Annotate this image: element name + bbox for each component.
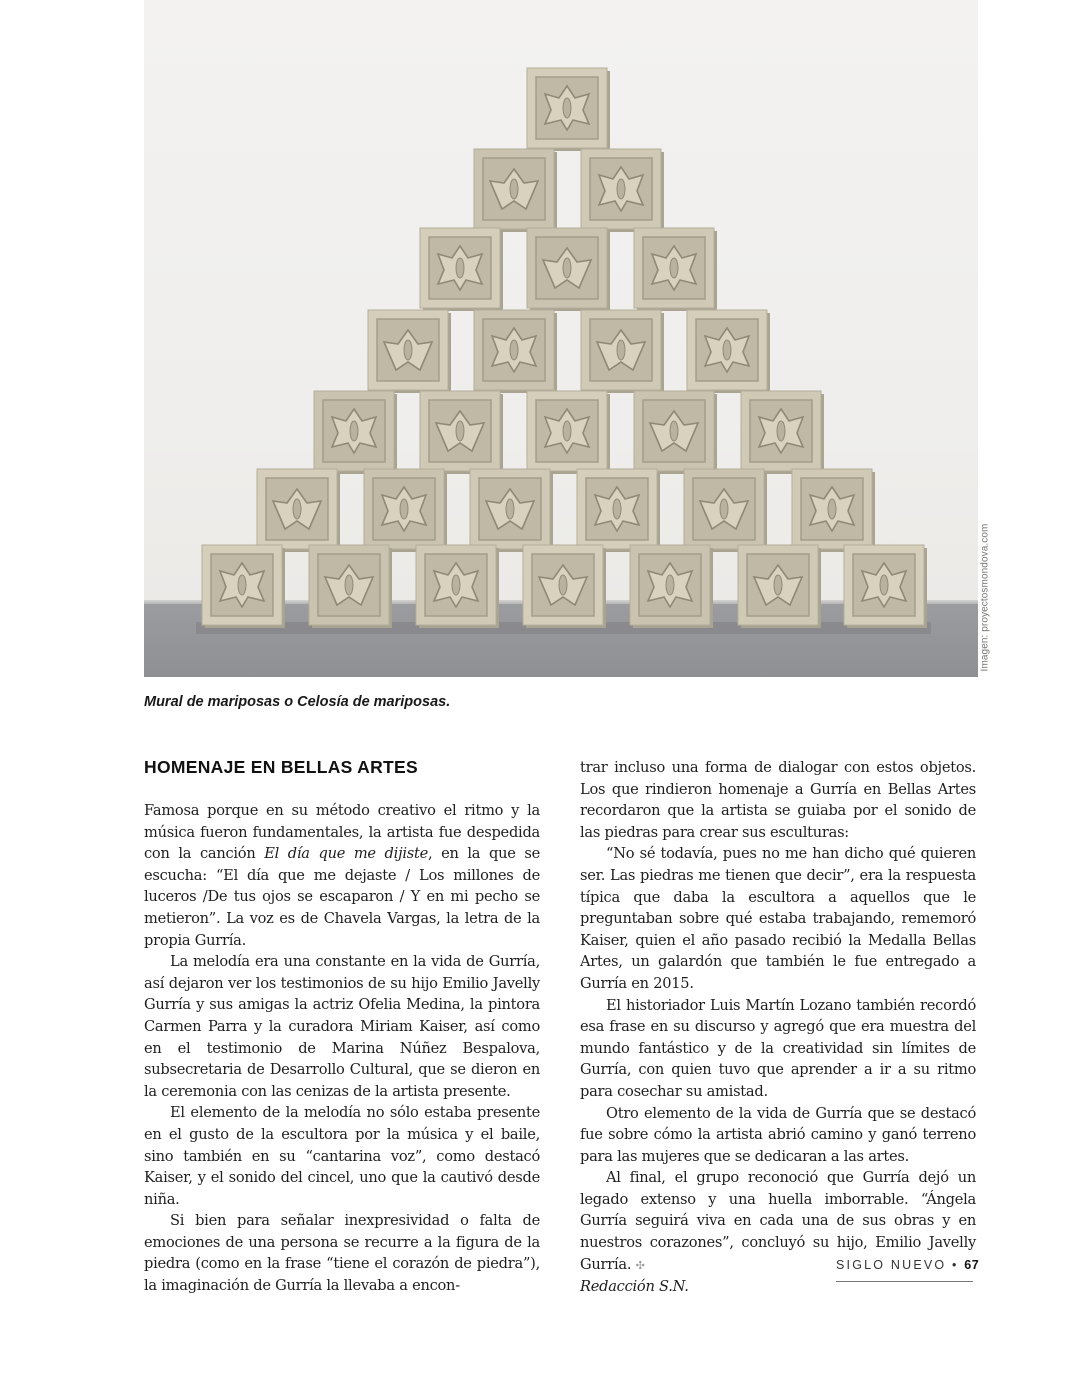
paragraph: trar incluso una forma de dialogar con estos objetos. Los que rindieron homenaje a Gurría en Bellas Artes recordaron que la artista se guiaba por el sonido de las piedras para crear sus esculturas: xyxy=(580,759,976,841)
stone-block xyxy=(257,469,340,552)
stone-block xyxy=(474,149,557,232)
stone-block xyxy=(634,228,717,311)
paragraph: “No sé todavía, pues no me han dicho qué quieren ser. Las piedras me tienen que decir”, era la respuesta típica que daba la escultora a aquellos que le preguntaban sobre qué estaba trabajando, rememoró Kaiser, quien el año pasado recibió la Medalla Bellas Artes, un galardón que también le fue entregado a Gurría en 2015. xyxy=(580,845,976,992)
paragraph: El elemento de la melodía no sólo estaba presente en el gusto de la escultora por la música y el baile, sino también en su “cantarina voz”, como destacó Kaiser, y el sonido del cincel, uno que la cautivó desde niña. xyxy=(144,1104,540,1208)
stone-block xyxy=(581,149,664,232)
stone-block xyxy=(634,391,717,474)
photo-caption: Mural de mariposas o Celosía de mariposas. xyxy=(144,694,451,710)
paragraph: La melodía era una constante en la vida de Gurría, así dejaron ver los testimonios de su hijo Emilio Javelly Gurría y sus amigas la actriz Ofelia Medina, la pintora Carmen Parra y la curadora Miriam Kaiser, así como en el testimonio de Marina Núñez Bespalova, subsecretaria de Desarrollo Cultural, que se dieron en la ceremonia con las cenizas de la artista presente. xyxy=(144,953,540,1100)
stone-block xyxy=(844,545,927,628)
stone-block xyxy=(527,68,610,151)
article-column-right xyxy=(580,757,976,1298)
stone-pyramid-sculpture xyxy=(144,0,978,677)
article-photo xyxy=(144,0,978,677)
footer-separator: • xyxy=(952,1258,959,1272)
paragraph: Otro elemento de la vida de Gurría que se destacó fue sobre cómo la artista abrió camino y ganó terreno para las mujeres que se dedicaran a las artes. xyxy=(580,1104,976,1165)
stone-block xyxy=(738,545,821,628)
footer-rule xyxy=(836,1281,973,1282)
stone-block xyxy=(420,391,503,474)
stone-block xyxy=(523,545,606,628)
page-number: 67 xyxy=(964,1258,980,1272)
paragraph: Famosa porque en su método creativo el ritmo y la música fueron fundamentales, la artista fue despedida con la canción El día que me dijiste, en la que se escucha: “El día que me dejaste / Los millones de luceros /De tus ojos se escaparon / Y en mi pecho se metieron”. La voz es de Chavela Vargas, la letra de la propia Gurría. xyxy=(144,802,540,949)
stone-block xyxy=(416,545,499,628)
stone-block xyxy=(202,545,285,628)
stone-block xyxy=(527,228,610,311)
stone-block xyxy=(581,310,664,393)
stone-block xyxy=(577,469,660,552)
paragraph: El historiador Luis Martín Lozano también recordó esa frase en su discurso y agregó que era muestra del mundo fantástico y de la creatividad sin límites de Gurría, con quien tuvo que aprender a ir a su ritmo para cosechar su amistad. xyxy=(580,996,976,1100)
publication-name: SIGLO NUEVO xyxy=(836,1258,947,1272)
stone-block xyxy=(314,391,397,474)
byline: Redacción S.N. xyxy=(580,1278,689,1296)
stone-block xyxy=(470,469,553,552)
paragraph: Al final, el grupo reconoció que Gurría dejó un legado extenso y una huella imborrable. “Ángela Gurría seguirá viva en cada una de sus obras y en nuestros corazones”, concluyó su hijo, Emilio Javelly Gurría. ✣ xyxy=(580,1169,976,1273)
stone-block xyxy=(527,391,610,474)
stone-block xyxy=(309,545,392,628)
stone-block xyxy=(364,469,447,552)
article-column-left xyxy=(144,800,540,1297)
stone-block xyxy=(687,310,770,393)
section-heading: HOMENAJE EN BELLAS ARTES xyxy=(144,757,418,777)
stone-block xyxy=(368,310,451,393)
stone-block xyxy=(474,310,557,393)
photo-credit: Imagen: proyectosmondova.com xyxy=(979,523,991,672)
paragraph xyxy=(580,1276,976,1298)
stone-block xyxy=(630,545,713,628)
end-mark-icon: ✣ xyxy=(635,1258,645,1272)
stone-block xyxy=(420,228,503,311)
stone-block xyxy=(792,469,875,552)
page-footer xyxy=(836,1258,980,1272)
stone-block xyxy=(741,391,824,474)
paragraph: Si bien para señalar inexpresividad o falta de emociones de una persona se recurre a la figura de la piedra (como en la frase “tiene el corazón de piedra”), la imaginación de Gurría la llevaba a encon- xyxy=(144,1212,540,1295)
stone-block xyxy=(684,469,767,552)
